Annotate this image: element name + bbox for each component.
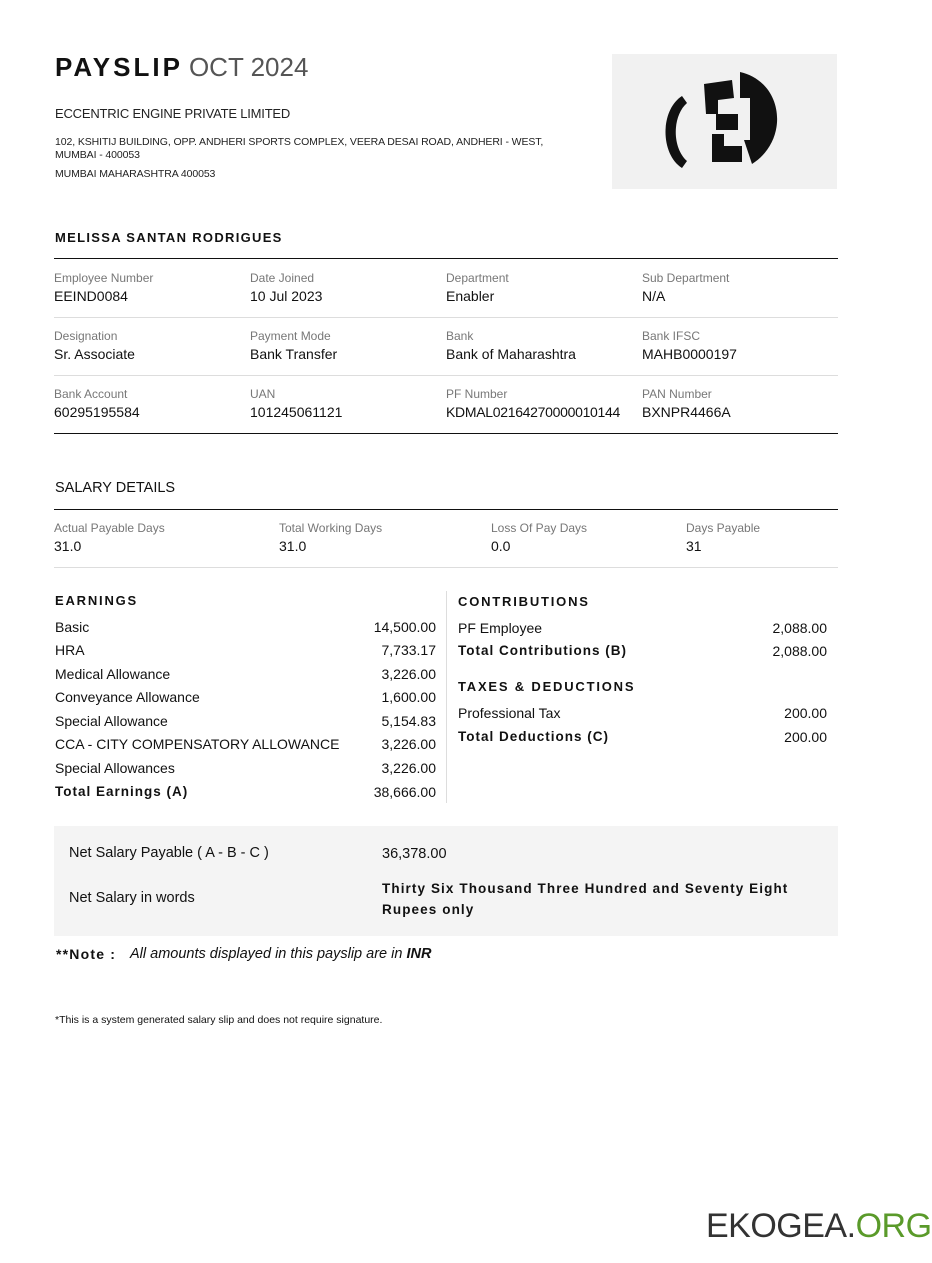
deductions-heading: TAXES & DEDUCTIONS	[458, 679, 636, 694]
net-salary-payable-value: 36,378.00	[382, 846, 447, 862]
field-label: Date Joined	[250, 271, 315, 285]
divider	[54, 567, 838, 568]
watermark-part: EKOGEA.	[706, 1207, 856, 1245]
earnings-row-value: 7,733.17	[381, 642, 436, 658]
field-label: Bank Account	[54, 387, 128, 401]
company-logo-icon	[612, 54, 837, 189]
divider	[54, 258, 838, 259]
earnings-row-value: 14,500.00	[373, 619, 436, 635]
earnings-row-label: Special Allowance	[55, 713, 168, 729]
earnings-row-value: 3,226.00	[381, 736, 436, 752]
field-value-employee-number: EEIND0084	[54, 288, 128, 304]
field-value-bank-ifsc: MAHB0000197	[642, 346, 737, 362]
field-label: Designation	[54, 329, 118, 343]
earnings-row-label: CCA - CITY COMPENSATORY ALLOWANCE	[55, 736, 340, 752]
field-label: Sub Department	[642, 271, 730, 285]
field-value-pf-number: KDMAL02164270000010144	[446, 404, 620, 420]
field-value-pan-number: BXNPR4466A	[642, 404, 731, 420]
field-label: Payment Mode	[250, 329, 331, 343]
field-label: Department	[446, 271, 509, 285]
net-salary-payable-label: Net Salary Payable ( A - B - C )	[69, 845, 269, 861]
field-value-department: Enabler	[446, 288, 495, 304]
payslip-title	[55, 50, 308, 84]
note-text	[130, 946, 431, 962]
field-value-loss-of-pay-days: 0.0	[491, 538, 511, 554]
field-value-uan: 101245061121	[250, 404, 343, 420]
total-earnings-value: 38,666.00	[373, 784, 436, 800]
payslip-month: OCT 2024	[188, 52, 309, 82]
column-divider	[446, 591, 447, 803]
earnings-row-value: 5,154.83	[381, 713, 436, 729]
field-label: Loss Of Pay Days	[491, 521, 588, 535]
field-value-designation: Sr. Associate	[54, 346, 135, 362]
company-name: ECCENTRIC ENGINE PRIVATE LIMITED	[55, 106, 291, 121]
watermark-domain: ORG	[855, 1207, 932, 1245]
field-label: Days Payable	[686, 521, 761, 535]
divider	[54, 317, 838, 318]
earnings-row-value: 1,600.00	[381, 689, 436, 705]
earnings-row-label: HRA	[55, 642, 85, 658]
contributions-row-label: PF Employee	[458, 620, 543, 636]
note-body: All amounts displayed in this payslip are in	[130, 946, 403, 962]
note-label: **Note :	[56, 946, 117, 962]
field-label: UAN	[250, 387, 276, 401]
deductions-row-value: 200.00	[784, 705, 827, 721]
total-deductions-label: Total Deductions (C)	[458, 729, 609, 744]
total-deductions-value: 200.00	[784, 729, 827, 745]
field-label: Actual Payable Days	[54, 521, 165, 535]
divider	[54, 375, 838, 376]
field-label: PAN Number	[642, 387, 712, 401]
earnings-row-label: Basic	[55, 619, 90, 635]
earnings-row-value: 3,226.00	[381, 760, 436, 776]
salary-details-title: SALARY DETAILS	[55, 480, 176, 496]
earnings-row-label: Medical Allowance	[55, 666, 171, 682]
earnings-heading: EARNINGS	[55, 593, 139, 608]
field-label: PF Number	[446, 387, 508, 401]
field-value-payment-mode: Bank Transfer	[250, 346, 338, 362]
contributions-row-value: 2,088.00	[772, 620, 827, 636]
company-address: 102, KSHITIJ BUILDING, OPP. ANDHERI SPORTS COMPLEX, VEERA DESAI ROAD, ANDHERI - WEST, MUMBAI - 400053	[55, 136, 544, 161]
total-earnings-label: Total Earnings (A)	[55, 784, 189, 799]
divider	[54, 433, 838, 434]
field-label: Bank	[446, 329, 474, 343]
contributions-heading: CONTRIBUTIONS	[458, 594, 590, 609]
watermark	[706, 1207, 932, 1246]
field-label: Employee Number	[54, 271, 154, 285]
total-contributions-value: 2,088.00	[772, 643, 827, 659]
total-contributions-label: Total Contributions (B)	[458, 643, 627, 658]
company-logo	[612, 54, 837, 189]
employee-name: MELISSA SANTAN RODRIGUES	[55, 230, 283, 245]
earnings-row-label: Conveyance Allowance	[55, 689, 200, 705]
field-value-bank-account: 60295195584	[54, 404, 140, 420]
field-label: Bank IFSC	[642, 329, 701, 343]
company-address-state: MUMBAI MAHARASHTRA 400053	[55, 168, 216, 180]
divider	[54, 509, 838, 510]
deductions-row-label: Professional Tax	[458, 705, 561, 721]
earnings-row-label: Special Allowances	[55, 760, 175, 776]
field-label: Total Working Days	[279, 521, 383, 535]
field-value-sub-department: N/A	[642, 288, 666, 304]
net-salary-words-label: Net Salary in words	[69, 890, 195, 906]
note-currency: INR	[406, 946, 432, 962]
net-salary-words-value: Thirty Six Thousand Three Hundred and Seventy Eight Rupees only	[382, 881, 789, 917]
payslip-label: PAYSLIP	[55, 52, 183, 82]
field-value-date-joined: 10 Jul 2023	[250, 288, 323, 304]
system-generated-footer: *This is a system generated salary slip and does not require signature.	[55, 1014, 383, 1026]
field-value-actual-payable-days: 31.0	[54, 538, 82, 554]
field-value-total-working-days: 31.0	[279, 538, 307, 554]
field-value-days-payable: 31	[686, 538, 702, 554]
earnings-row-value: 3,226.00	[381, 666, 436, 682]
field-value-bank: Bank of Maharashtra	[446, 346, 576, 362]
